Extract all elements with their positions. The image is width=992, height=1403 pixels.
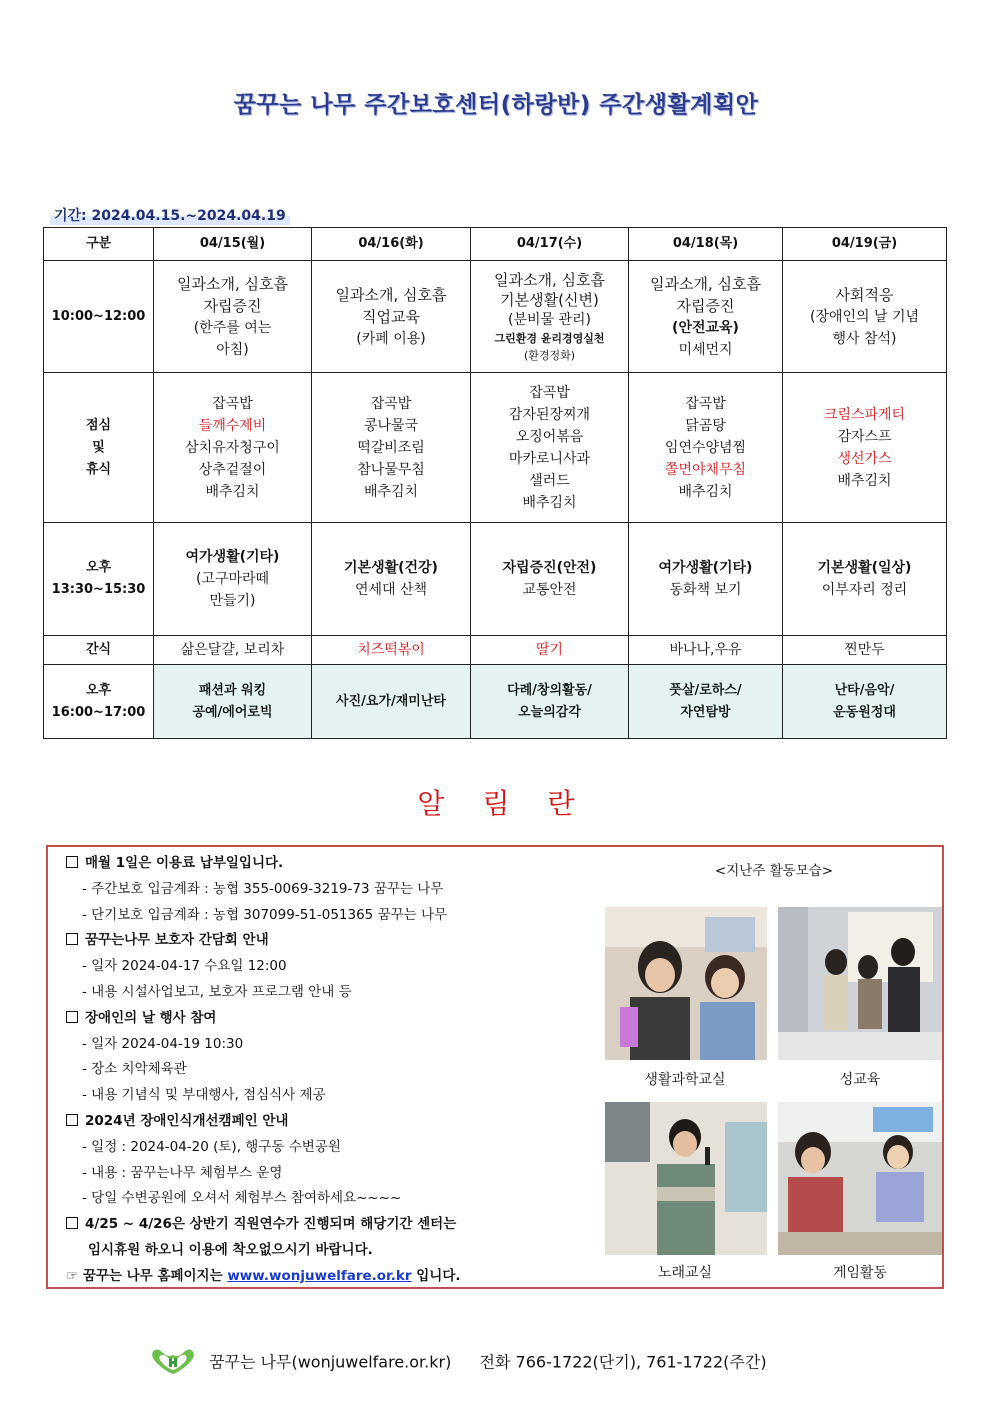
cell-late-thu: 풋살/로하스/ 자연탐방: [629, 665, 783, 739]
period-label: 기간: 2024.04.15.~2024.04.19: [50, 205, 290, 225]
cell-snack-mon: 삶은달걀, 보리차: [154, 636, 312, 665]
homepage-line: ☞ 꿈꾸는 나무 홈페이지는 www.wonjuwelfare.or.kr 입니다.: [66, 1267, 461, 1284]
cell-afternoon-tue: 기본생활(건강) 연세대 산책: [312, 523, 471, 636]
cell-snack-thu: 바나나,우유: [629, 636, 783, 665]
cell-lunch-mon: 잡곡밥 들깨수제비 삼치유자청구이 상추겉절이 배추김치: [154, 373, 312, 523]
footer-org: 꿈꾸는 나무(wonjuwelfare.or.kr): [209, 1352, 452, 1372]
photo-caption: 게임활동: [832, 1265, 888, 1281]
notice-item: - 내용 : 꿈꾸는나무 체험부스 운영: [82, 1164, 283, 1181]
cell-late-wed: 다례/창의활동/ 오늘의감각: [471, 665, 629, 739]
cell-morning-thu: 일과소개, 심호흡 자립증진 (안전교육) 미세먼지: [629, 261, 783, 373]
activity-photo-science: [605, 907, 767, 1060]
cell-late-mon: 패션과 워킹 공예/에어로빅: [154, 665, 312, 739]
notice-item: - 일자 2024-04-19 10:30: [82, 1035, 244, 1052]
notice-heading: 꿈꾸는나무 보호자 간담회 안내: [66, 928, 596, 954]
notice-list: [66, 851, 596, 1290]
notice-heading: 4/25 ~ 4/26은 상반기 직원연수가 진행되며 해당기간 센터는: [66, 1212, 596, 1238]
notice-title: 알림란: [417, 787, 613, 820]
cell-afternoon-thu: 여가생활(기타) 동화책 보기: [629, 523, 783, 636]
notice-item: - 일자 2024-04-17 수요일 12:00: [82, 958, 287, 975]
cell-snack-tue: 치즈떡볶이: [312, 636, 471, 665]
checkbox-icon: [66, 856, 78, 868]
page-title: 꿈꾸는 나무 주간보호센터(하랑반) 주간생활계획안: [233, 92, 759, 118]
cell-lunch-fri: 크림스파게티 감자스프 생선가스 배추김치: [783, 373, 947, 523]
pointing-hand-icon: ☞: [66, 1267, 79, 1284]
notice-box: [46, 845, 944, 1289]
activity-photo-game: [778, 1102, 942, 1255]
photo-caption: 성교육: [839, 1072, 881, 1088]
cell-snack-wed: 딸기: [471, 636, 629, 665]
notice-heading: 매월 1일은 이용료 납부일입니다.: [66, 851, 596, 877]
notice-item: - 주간보호 입금계좌 : 농협 355-0069-3219-73 꿈꾸는 나무: [82, 880, 444, 897]
checkbox-icon: [66, 1011, 78, 1023]
table-row-snack: [44, 636, 947, 665]
cell-afternoon-wed: 자립증진(안전) 교통안전: [471, 523, 629, 636]
notice-item: - 단기보호 입금계좌 : 농협 307099-51-051365 꿈꾸는 나무: [82, 906, 448, 923]
header-mon: 04/15(월): [154, 228, 312, 261]
cell-afternoon-mon: 여가생활(기타) (고구마라떼 만들기): [154, 523, 312, 636]
cell-lunch-wed: 잡곡밥 감자된장찌개 오징어볶음 마카로니사과 샐러드 배추김치: [471, 373, 629, 523]
weekly-schedule-table: [43, 227, 947, 739]
photos-title: <지난주 활동모습>: [714, 863, 834, 879]
table-row-late: [44, 665, 947, 739]
table-row-afternoon: [44, 523, 947, 636]
table-header-row: [44, 228, 947, 261]
checkbox-icon: [66, 1114, 78, 1126]
footer: [150, 1347, 767, 1379]
cell-afternoon-fri: 기본생활(일상) 이부자리 정리: [783, 523, 947, 636]
notice-item: - 일정 : 2024-04-20 (토), 행구동 수변공원: [82, 1138, 341, 1155]
row-label-afternoon: 오후 13:30~15:30: [44, 523, 154, 636]
row-label-snack: 간식: [44, 636, 154, 665]
cell-morning-wed: 일과소개, 심호흡 기본생활(신변) (분비물 관리) 그린환경 윤리경영실천 (환경정화): [471, 261, 629, 373]
row-label-late: 오후 16:00~17:00: [44, 665, 154, 739]
header-fri: 04/19(금): [783, 228, 947, 261]
notice-item: 임시휴원 하오니 이용에 착오없으시기 바랍니다.: [88, 1241, 373, 1258]
notice-item: - 내용 기념식 및 부대행사, 점심식사 제공: [82, 1087, 326, 1104]
homepage-link[interactable]: www.wonjuwelfare.or.kr: [227, 1267, 412, 1284]
table-row-lunch: [44, 373, 947, 523]
photo-caption: 노래교실: [657, 1265, 713, 1281]
heart-logo-icon: [150, 1347, 196, 1379]
cell-late-tue: 사진/요가/재미난타: [312, 665, 471, 739]
footer-phone: 전화 766-1722(단기), 761-1722(주간): [479, 1352, 767, 1372]
row-label-morning: 10:00~12:00: [44, 261, 154, 373]
cell-snack-fri: 찐만두: [783, 636, 947, 665]
activity-photo-singing: [605, 1102, 767, 1255]
cell-morning-tue: 일과소개, 심호흡 직업교육 (카페 이용): [312, 261, 471, 373]
checkbox-icon: [66, 933, 78, 945]
cell-late-fri: 난타/음악/ 운동원정대: [783, 665, 947, 739]
photo-caption: 생활과학교실: [644, 1072, 726, 1088]
notice-item: - 당일 수변공원에 오셔서 체험부스 참여하세요~~~~: [82, 1190, 402, 1207]
row-label-lunch: 점심 및 휴식: [44, 373, 154, 523]
table-row-morning: [44, 261, 947, 373]
notice-item: - 내용 시설사업보고, 보호자 프로그램 안내 등: [82, 983, 352, 1000]
header-thu: 04/18(목): [629, 228, 783, 261]
header-category: 구분: [44, 228, 154, 261]
cell-lunch-tue: 잡곡밥 콩나물국 떡갈비조림 참나물무침 배추김치: [312, 373, 471, 523]
notice-heading: 장애인의 날 행사 참여: [66, 1006, 596, 1032]
notice-item: - 장소 치악체육관: [82, 1061, 187, 1078]
cell-morning-fri: 사회적응 (장애인의 날 기념 행사 참석): [783, 261, 947, 373]
cell-morning-mon: 일과소개, 심호흡 자립증진 (한주를 여는 아침): [154, 261, 312, 373]
header-tue: 04/16(화): [312, 228, 471, 261]
activity-photo-sexed: [778, 907, 942, 1060]
checkbox-icon: [66, 1217, 78, 1229]
cell-lunch-thu: 잡곡밥 닭곰탕 임연수양념찜 쫄면야채무침 배추김치: [629, 373, 783, 523]
notice-heading: 2024년 장애인식개선캠페인 안내: [66, 1109, 596, 1135]
header-wed: 04/17(수): [471, 228, 629, 261]
